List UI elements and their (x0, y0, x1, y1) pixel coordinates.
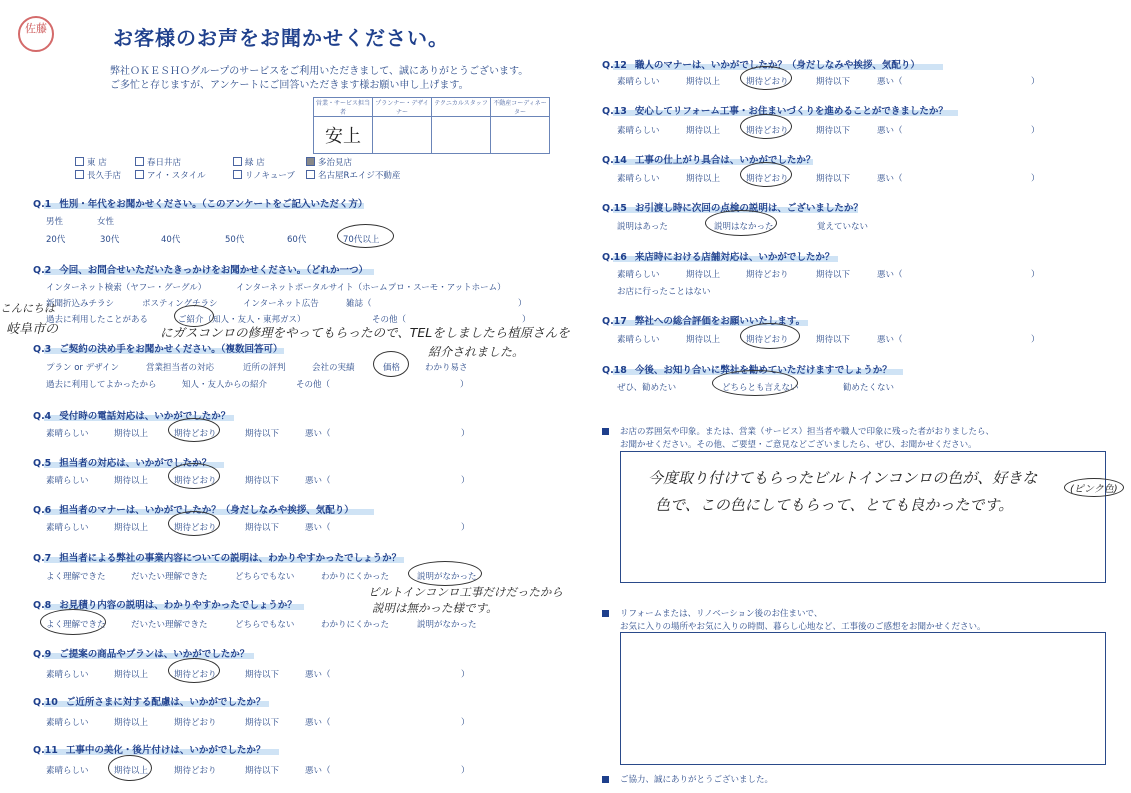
option[interactable]: 期待以下 (816, 174, 851, 184)
option[interactable]: 30代 (100, 235, 120, 245)
staff-header: 不動産コーディネーター (491, 98, 550, 117)
section2-line1: リフォームまたは、リノベーション後のお住まいで、 (620, 609, 823, 619)
question-q4: Q.4 受付時の電話対応は、いかがでしたか？ (33, 411, 231, 422)
option[interactable]: 期待どおり (174, 766, 217, 776)
option-selected[interactable]: 期待どおり (746, 126, 789, 136)
option[interactable]: 悪い（ (877, 77, 903, 87)
option[interactable]: 60代 (287, 235, 307, 245)
option[interactable]: 雑誌（ (346, 299, 372, 309)
question-q12: Q.12 職人のマナーは、いかがでしたか？（身だしなみや挨拶、気配り） (602, 60, 920, 71)
option[interactable]: 素晴らしい (46, 523, 89, 533)
option[interactable]: 期待以下 (245, 670, 280, 680)
option-close: ） (460, 380, 469, 390)
option-close: ） (1031, 335, 1040, 345)
section2-line2: お気に入りの場所やお気に入りの時間、暮らし心地など、工事後のご感想をお聞かせください。 (620, 622, 986, 632)
option-close: ） (461, 429, 470, 439)
page-title: お客様のお声をお聞かせください。 (113, 26, 449, 50)
option[interactable]: わかりにくかった (321, 572, 390, 582)
option[interactable]: インターネット広告 (243, 299, 319, 309)
option[interactable]: 近所の評判 (243, 363, 286, 373)
option[interactable]: 素晴らしい (46, 718, 89, 728)
option-close: ） (522, 315, 531, 325)
option-selected[interactable]: 説明はなかった (714, 222, 774, 232)
option-selected[interactable]: 価格 (383, 363, 401, 373)
option[interactable]: わかり易さ (425, 363, 468, 373)
option[interactable]: 悪い（ (305, 670, 331, 680)
intro-line-1: 弊社ＯＫＥＳＨＯグループのサービスをご利用いただきまして、誠にありがとうございます。 (110, 66, 529, 77)
answer-circle (373, 351, 409, 377)
question-q18: Q.18 今後、お知り合いに弊社を勧めていただけますでしょうか？ (602, 365, 892, 376)
answer-circle (712, 370, 798, 396)
staff-header: プランナー・デザイナー (373, 98, 432, 117)
option-close: ） (461, 476, 470, 486)
handwritten-comment: 色で、この色にしてもらって、とても良かったです。 (655, 496, 1014, 514)
option[interactable]: インターネット検索（ヤフー・グーグル） (46, 283, 207, 293)
store-option[interactable]: リノキューブ (233, 169, 295, 181)
option[interactable]: インターネットポータルサイト（ホームプロ・スーモ・アットホーム） (236, 283, 506, 293)
handwritten-note: こんにちは (0, 302, 55, 315)
seal-stamp: 佐藤 (18, 16, 54, 52)
option[interactable]: だいたい理解できた (131, 572, 208, 582)
store-option[interactable]: 東 店 (75, 156, 107, 168)
handwritten-comment: 今度取り付けてもらったビルトインコンロの色が、好きな (648, 469, 1038, 487)
square-bullet-icon (602, 610, 609, 617)
option[interactable]: 素晴らしい (617, 270, 660, 280)
option-selected[interactable]: 説明がなかった (417, 572, 477, 582)
store-option[interactable]: アイ・スタイル (135, 169, 206, 181)
store-option[interactable]: 春日井店 (135, 156, 181, 168)
option-selected[interactable]: 期待どおり (746, 335, 789, 345)
option-selected[interactable]: 期待どおり (174, 476, 217, 486)
option[interactable]: 新聞折込みチラシ (46, 299, 115, 309)
option[interactable]: 悪い（ (877, 270, 903, 280)
answer-circle (168, 463, 220, 489)
question-q9: Q.9 ご提案の商品やプランは、いかがでしたか？ (33, 649, 250, 660)
option[interactable]: 女性 (97, 217, 115, 227)
option[interactable]: 悪い（ (877, 335, 903, 345)
option[interactable]: 会社の実績 (312, 363, 355, 373)
option-close: ） (461, 766, 470, 776)
option-close: ） (1031, 270, 1040, 280)
answer-circle (168, 658, 220, 683)
option[interactable]: 悪い（ (305, 766, 331, 776)
option-close: ） (1031, 77, 1040, 87)
option[interactable]: 素晴らしい (617, 335, 660, 345)
store-option[interactable]: 長久手店 (75, 169, 121, 181)
option[interactable]: 期待以下 (245, 766, 280, 776)
question-q10: Q.10 ご近所さまに対する配慮は、いかがでしたか？ (33, 697, 266, 708)
question-q1: Q.1 性別・年代をお聞かせください。（このアンケートをご記入いただく方） (33, 199, 368, 210)
handwritten-note: ビルトインコンロ工事だけだったから (368, 585, 563, 599)
option[interactable]: 期待以上 (114, 670, 149, 680)
option[interactable]: だいたい理解できた (131, 620, 208, 630)
question-q7: Q.7 担当者による弊社の事業内容についての説明は、わかりやすかったでしょうか？ (33, 553, 402, 564)
option[interactable]: 悪い（ (305, 476, 331, 486)
option[interactable]: 40代 (161, 235, 181, 245)
option-selected[interactable]: 期待どおり (174, 429, 217, 439)
question-q15: Q.15 お引渡し時に次回の点検の説明は、ございましたか？ (602, 203, 863, 214)
staff-tech-value (432, 117, 491, 154)
handwritten-note: 説明は無かった様です。 (372, 601, 498, 615)
option[interactable]: 期待どおり (746, 270, 789, 280)
option[interactable]: 期待どおり (174, 718, 217, 728)
option[interactable]: 期待以上 (114, 476, 149, 486)
option[interactable]: 知人・友人からの紹介 (182, 380, 268, 390)
handwritten-note: 岐阜市の (6, 322, 59, 337)
option[interactable]: よく理解できた (46, 572, 106, 582)
question-q3: Q.3 ご契約の決め手をお聞かせください。（複数回答可） (33, 344, 283, 355)
answer-circle (337, 224, 394, 248)
option[interactable]: その他（ (372, 315, 407, 325)
option[interactable]: 期待以上 (686, 77, 721, 87)
question-q13: Q.13 安心してリフォーム工事・お住まいづくりを進めることができましたか？ (602, 106, 948, 117)
staff-header: 営業・サービス担当者 (314, 98, 373, 117)
store-option[interactable]: 緑 店 (233, 156, 265, 168)
intro-line-2: ご多忙と存じますが、アンケートにご回答いただきます様お願い申し上げます。 (110, 80, 469, 91)
option[interactable]: 説明がなかった (417, 620, 477, 630)
option[interactable]: どちらでもない (235, 620, 295, 630)
option-close: ） (1031, 126, 1040, 136)
closing-text: ご協力、誠にありがとうございました。 (620, 775, 774, 785)
option[interactable]: プラン or デザイン (46, 363, 120, 373)
option[interactable]: 期待以下 (245, 718, 280, 728)
option[interactable]: 素晴らしい (46, 670, 89, 680)
option[interactable]: 素晴らしい (46, 429, 89, 439)
answer-circle (705, 210, 777, 236)
option[interactable]: 期待以上 (686, 270, 721, 280)
staff-planner-value (373, 117, 432, 154)
option[interactable]: 期待以上 (686, 335, 721, 345)
option[interactable]: 悪い（ (877, 174, 903, 184)
handwritten-comment: (ピンク色) (1064, 478, 1124, 497)
option[interactable]: 期待以下 (816, 77, 851, 87)
comment-box-2[interactable] (620, 632, 1106, 765)
option-selected[interactable]: 期待どおり (174, 670, 217, 680)
option-selected[interactable]: どちらとも言えない (722, 383, 799, 393)
option-close: ） (461, 523, 470, 533)
handwritten-note: にガスコンロの修理をやってもらったので、TELをしましたら植原さんを (160, 325, 570, 340)
option[interactable]: 50代 (225, 235, 245, 245)
option[interactable]: 期待以上 (686, 126, 721, 136)
option-close: ） (518, 299, 527, 309)
option[interactable]: 悪い（ (305, 523, 331, 533)
staff-sales-value: 安上 (314, 117, 373, 154)
staff-realestate-value (491, 117, 550, 154)
option[interactable]: 営業担当者の対応 (146, 363, 215, 373)
option-selected[interactable]: 期待以上 (114, 766, 149, 776)
square-bullet-icon (602, 428, 609, 435)
option[interactable]: 期待以上 (686, 174, 721, 184)
option[interactable]: お店に行ったことはない (617, 287, 711, 297)
option[interactable]: 期待以下 (816, 126, 851, 136)
square-bullet-icon (602, 776, 609, 783)
option[interactable]: 悪い（ (877, 126, 903, 136)
option[interactable]: 素晴らしい (617, 174, 660, 184)
question-q16: Q.16 来店時における店舗対応は、いかがでしたか？ (602, 252, 835, 263)
option-close: ） (1031, 174, 1040, 184)
question-q5: Q.5 担当者の対応は、いかがでしたか？ (33, 458, 212, 469)
option[interactable]: 悪い（ (305, 718, 331, 728)
option[interactable]: 期待以上 (114, 718, 149, 728)
option[interactable]: 素晴らしい (617, 77, 660, 87)
store-option[interactable]: 名古屋Rエイジ不動産 (306, 169, 400, 181)
option[interactable]: 悪い（ (305, 429, 331, 439)
question-q14: Q.14 工事の仕上がり具合は、いかがでしたか？ (602, 155, 816, 166)
answer-circle (168, 511, 220, 536)
option[interactable]: その他（ (296, 380, 331, 390)
answer-circle (40, 609, 106, 635)
answer-circle (740, 66, 792, 90)
option[interactable]: 期待以上 (114, 523, 149, 533)
option[interactable]: 過去に利用してよかったから (46, 380, 157, 390)
option[interactable]: 期待以下 (816, 335, 851, 345)
option-selected[interactable]: 期待どおり (174, 523, 217, 533)
option[interactable]: 20代 (46, 235, 66, 245)
option-close: ） (461, 670, 470, 680)
option[interactable]: 過去に利用したことがある (46, 315, 149, 325)
question-q11: Q.11 工事中の美化・後片付けは、いかがでしたか？ (33, 745, 266, 756)
store-option-checked[interactable]: 多治見店 (306, 156, 352, 168)
handwritten-note: 紹介されました。 (428, 345, 525, 359)
answer-circle (108, 755, 152, 781)
question-q17: Q.17 弊社への総合評価をお願いいたします。 (602, 316, 806, 327)
option-close: ） (461, 718, 470, 728)
option[interactable]: 説明はあった (617, 222, 668, 232)
option[interactable]: 勧めたくない (843, 383, 895, 393)
option[interactable]: わかりにくかった (321, 620, 390, 630)
staff-table (313, 97, 550, 154)
answer-circle (408, 561, 482, 586)
option[interactable]: 覚えていない (817, 222, 869, 232)
option[interactable]: 男性 (46, 217, 64, 227)
option[interactable]: 期待以上 (114, 429, 149, 439)
option[interactable]: 期待以下 (245, 523, 280, 533)
staff-header: テクニカルスタッフ (432, 98, 491, 117)
option-selected[interactable]: よく理解できた (46, 620, 106, 630)
section1-line2: お聞かせください。その他、ご要望・ご意見などございましたら、ぜひ、お聞かせください。 (620, 440, 977, 450)
answer-circle (168, 418, 220, 442)
question-q8: Q.8 お見積り内容の説明は、わかりやすかったでしょうか？ (33, 600, 297, 611)
option-selected[interactable]: 期待どおり (746, 77, 789, 87)
option[interactable]: 素晴らしい (617, 126, 660, 136)
answer-circle (740, 114, 792, 139)
option[interactable]: 期待以下 (245, 429, 280, 439)
option[interactable]: 期待以下 (245, 476, 280, 486)
option[interactable]: どちらでもない (235, 572, 295, 582)
option[interactable]: ポスティングチラシ (142, 299, 218, 309)
answer-circle (740, 162, 792, 187)
answer-circle (740, 323, 800, 349)
question-q2: Q.2 今回、お問合せいただいたきっかけをお聞かせください。（どれか一つ） (33, 265, 369, 276)
option-selected[interactable]: 期待どおり (746, 174, 789, 184)
section1-line1: お店の雰囲気や印象。または、営業（サービス）担当者や職人で印象に残った者がおりましたら、 (620, 427, 995, 437)
option[interactable]: 期待以下 (816, 270, 851, 280)
option[interactable]: 素晴らしい (46, 476, 89, 486)
option[interactable]: 素晴らしい (46, 766, 89, 776)
option-selected[interactable]: 70代以上 (343, 235, 380, 245)
question-q6: Q.6 担当者のマナーは、いかがでしたか？（身だしなみや挨拶、気配り） (33, 505, 354, 516)
option[interactable]: ぜひ、勧めたい (617, 383, 677, 393)
option-selected[interactable]: ご紹介（知人・友人・東邦ガス） (178, 315, 306, 325)
